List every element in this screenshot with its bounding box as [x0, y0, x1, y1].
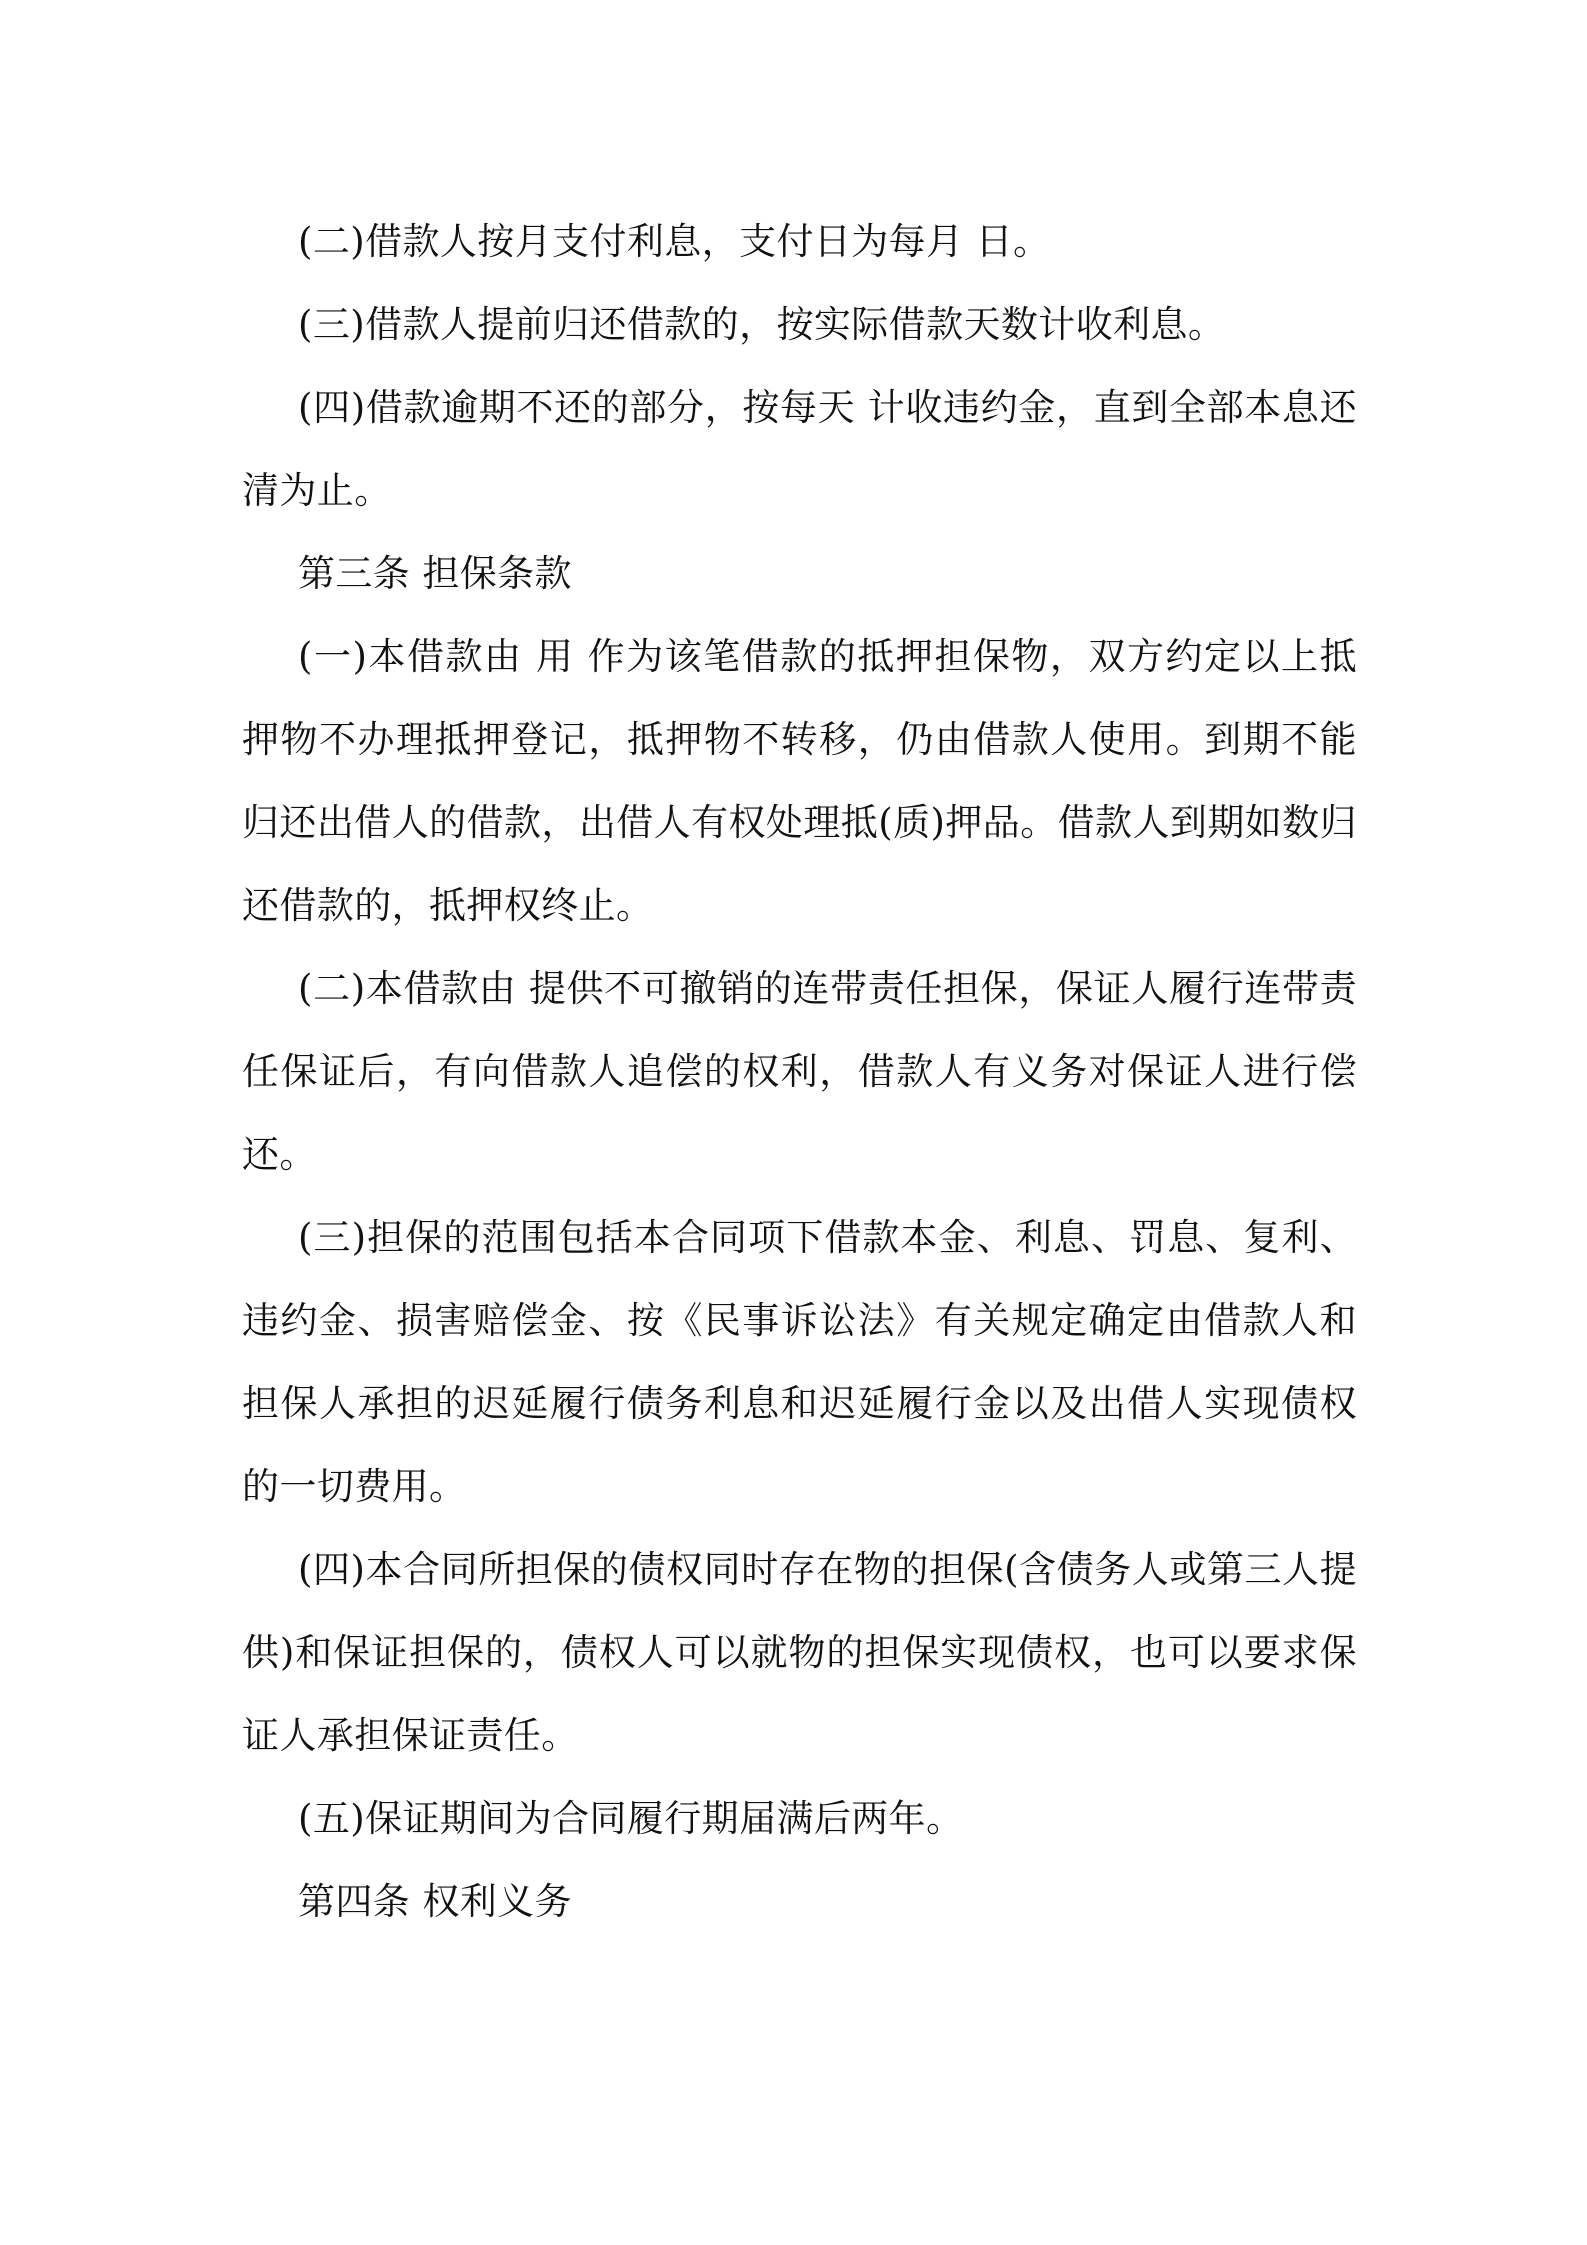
- clause-2-4-overdue-penalty: (四)借款逾期不还的部分，按每天 计收违约金，直到全部本息还清为止。: [242, 386, 1357, 512]
- clause-3-4-mixed-guarantee: (四)本合同所担保的债权同时存在物的担保(含债务人或第三人提供)和保证担保的，债权人可以就物的担保实现债权，也可以要求保证人承担保证责任。: [242, 1548, 1357, 1757]
- clause-3-3-guarantee-scope: (三)担保的范围包括本合同项下借款本金、利息、罚息、复利、违约金、损害赔偿金、按《民事诉讼法》有关规定确定由借款人和担保人承担的迟延履行债务利息和迟延履行金以及出借人实现债权的一切费用。: [242, 1216, 1357, 1508]
- document-body: [242, 200, 1357, 1943]
- clause-2-2-monthly-interest: (二)借款人按月支付利息，支付日为每月 日。: [298, 220, 1051, 263]
- clause-3-2-guarantee: (二)本借款由 提供不可撤销的连带责任担保，保证人履行连带责任保证后，有向借款人追偿的权利，借款人有义务对保证人进行偿还。: [242, 967, 1357, 1176]
- article-3-heading: 第三条 担保条款: [298, 552, 572, 595]
- article-4-heading: 第四条 权利义务: [298, 1880, 572, 1923]
- clause-3-5-guarantee-period: (五)保证期间为合同履行期届满后两年。: [298, 1797, 964, 1840]
- clause-2-3-early-repayment: (三)借款人提前归还借款的，按实际借款天数计收利息。: [298, 303, 1226, 346]
- clause-3-1-collateral: (一)本借款由 用 作为该笔借款的抵押担保物，双方约定以上抵押物不办理抵押登记，抵押物不转移，仍由借款人使用。到期不能归还出借人的借款，出借人有权处理抵(质)押品。借款人到期如数归还借款的，抵押权终止。: [242, 635, 1357, 927]
